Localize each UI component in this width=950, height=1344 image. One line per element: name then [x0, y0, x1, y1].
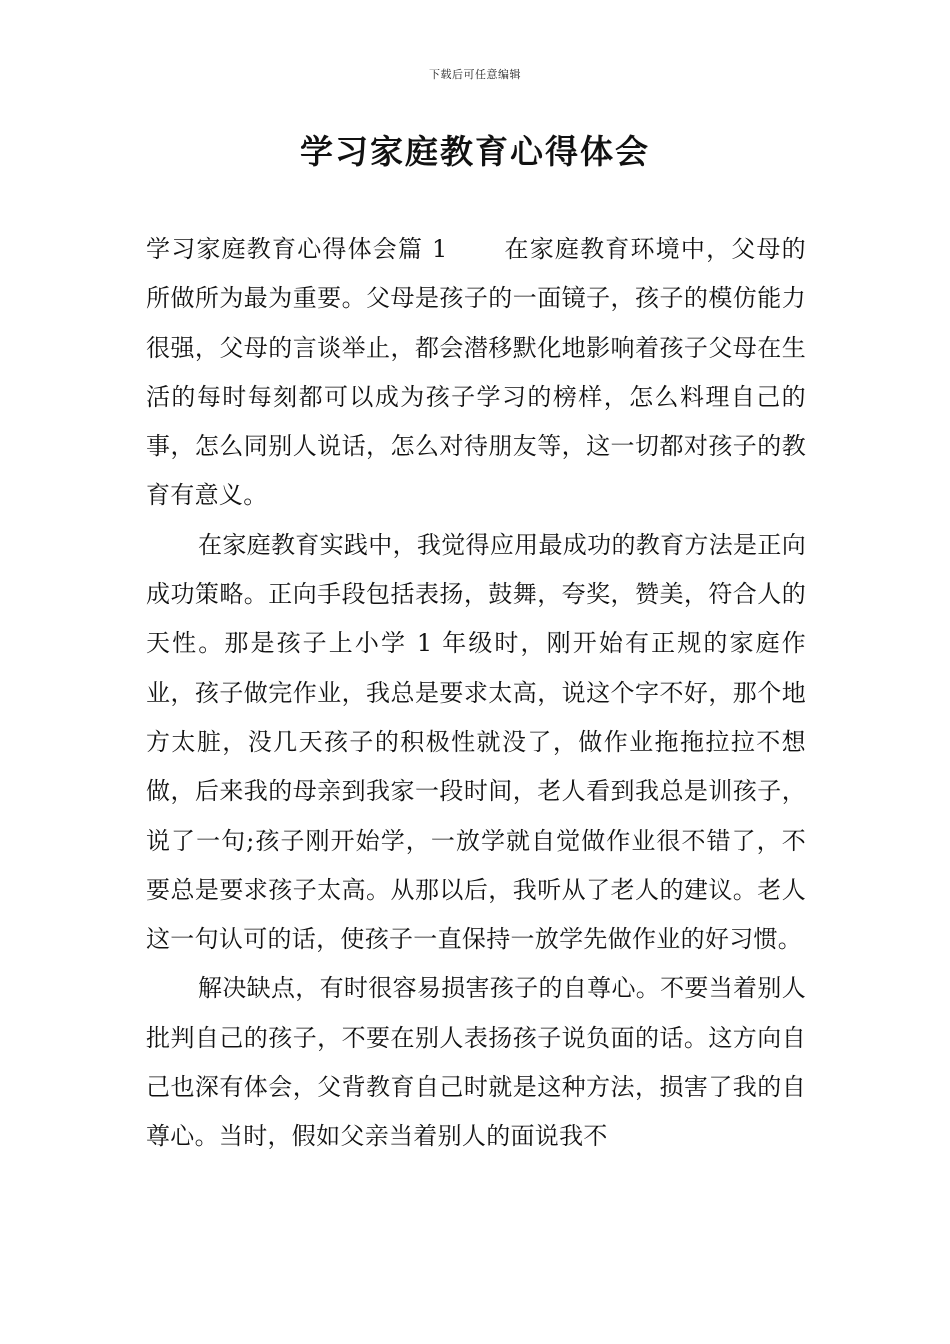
paragraph-2: 在家庭教育实践中，我觉得应用最成功的教育方法是正向成功策略。正向手段包括表扬，鼓舞，夸奖，赞美，符合人的天性。那是孩子上小学 1 年级时，刚开始有正规的家庭作业，孩子做完作业，我总是要求太高，说这个字不好，那个地方太脏，没几天孩子的积极性就没了，做作业拖拖拉拉不想做，后来我的母亲到我家一段时间，老人看到我总是训孩子，说了一句;孩子刚开始学，一放学就自觉做作业很不错了，不要总是要求孩子太高。从那以后，我听从了老人的建议。老人这一句认可的话，使孩子一直保持一放学先做作业的好习惯。	[146, 530, 806, 954]
paragraph-1-text: 在家庭教育环境中，父母的所做所为最为重要。父母是孩子的一面镜子，孩子的模仿能力很强，父母的言谈举止，都会潜移默化地影响着孩子父母在生活的每时每刻都可以成为孩子学习的榜样，怎么料理自己的事，怎么同别人说话，怎么对待朋友等，这一切都对孩子的教育有意义。	[146, 235, 806, 510]
document-body	[146, 225, 806, 1162]
paragraph-1	[146, 225, 806, 521]
paragraph-3: 解决缺点，有时很容易损害孩子的自尊心。不要当着别人批判自己的孩子，不要在别人表扬孩子说负面的话。这方向自己也深有体会，父背教育自己时就是这种方法，损害了我的自尊心。当时，假如父亲当着别人的面说我不	[146, 974, 806, 1151]
document-title: 学习家庭教育心得体会	[300, 132, 650, 171]
section-heading: 学习家庭教育心得体会篇 1	[146, 235, 448, 263]
page-header-note: 下载后可任意编辑	[429, 68, 521, 81]
